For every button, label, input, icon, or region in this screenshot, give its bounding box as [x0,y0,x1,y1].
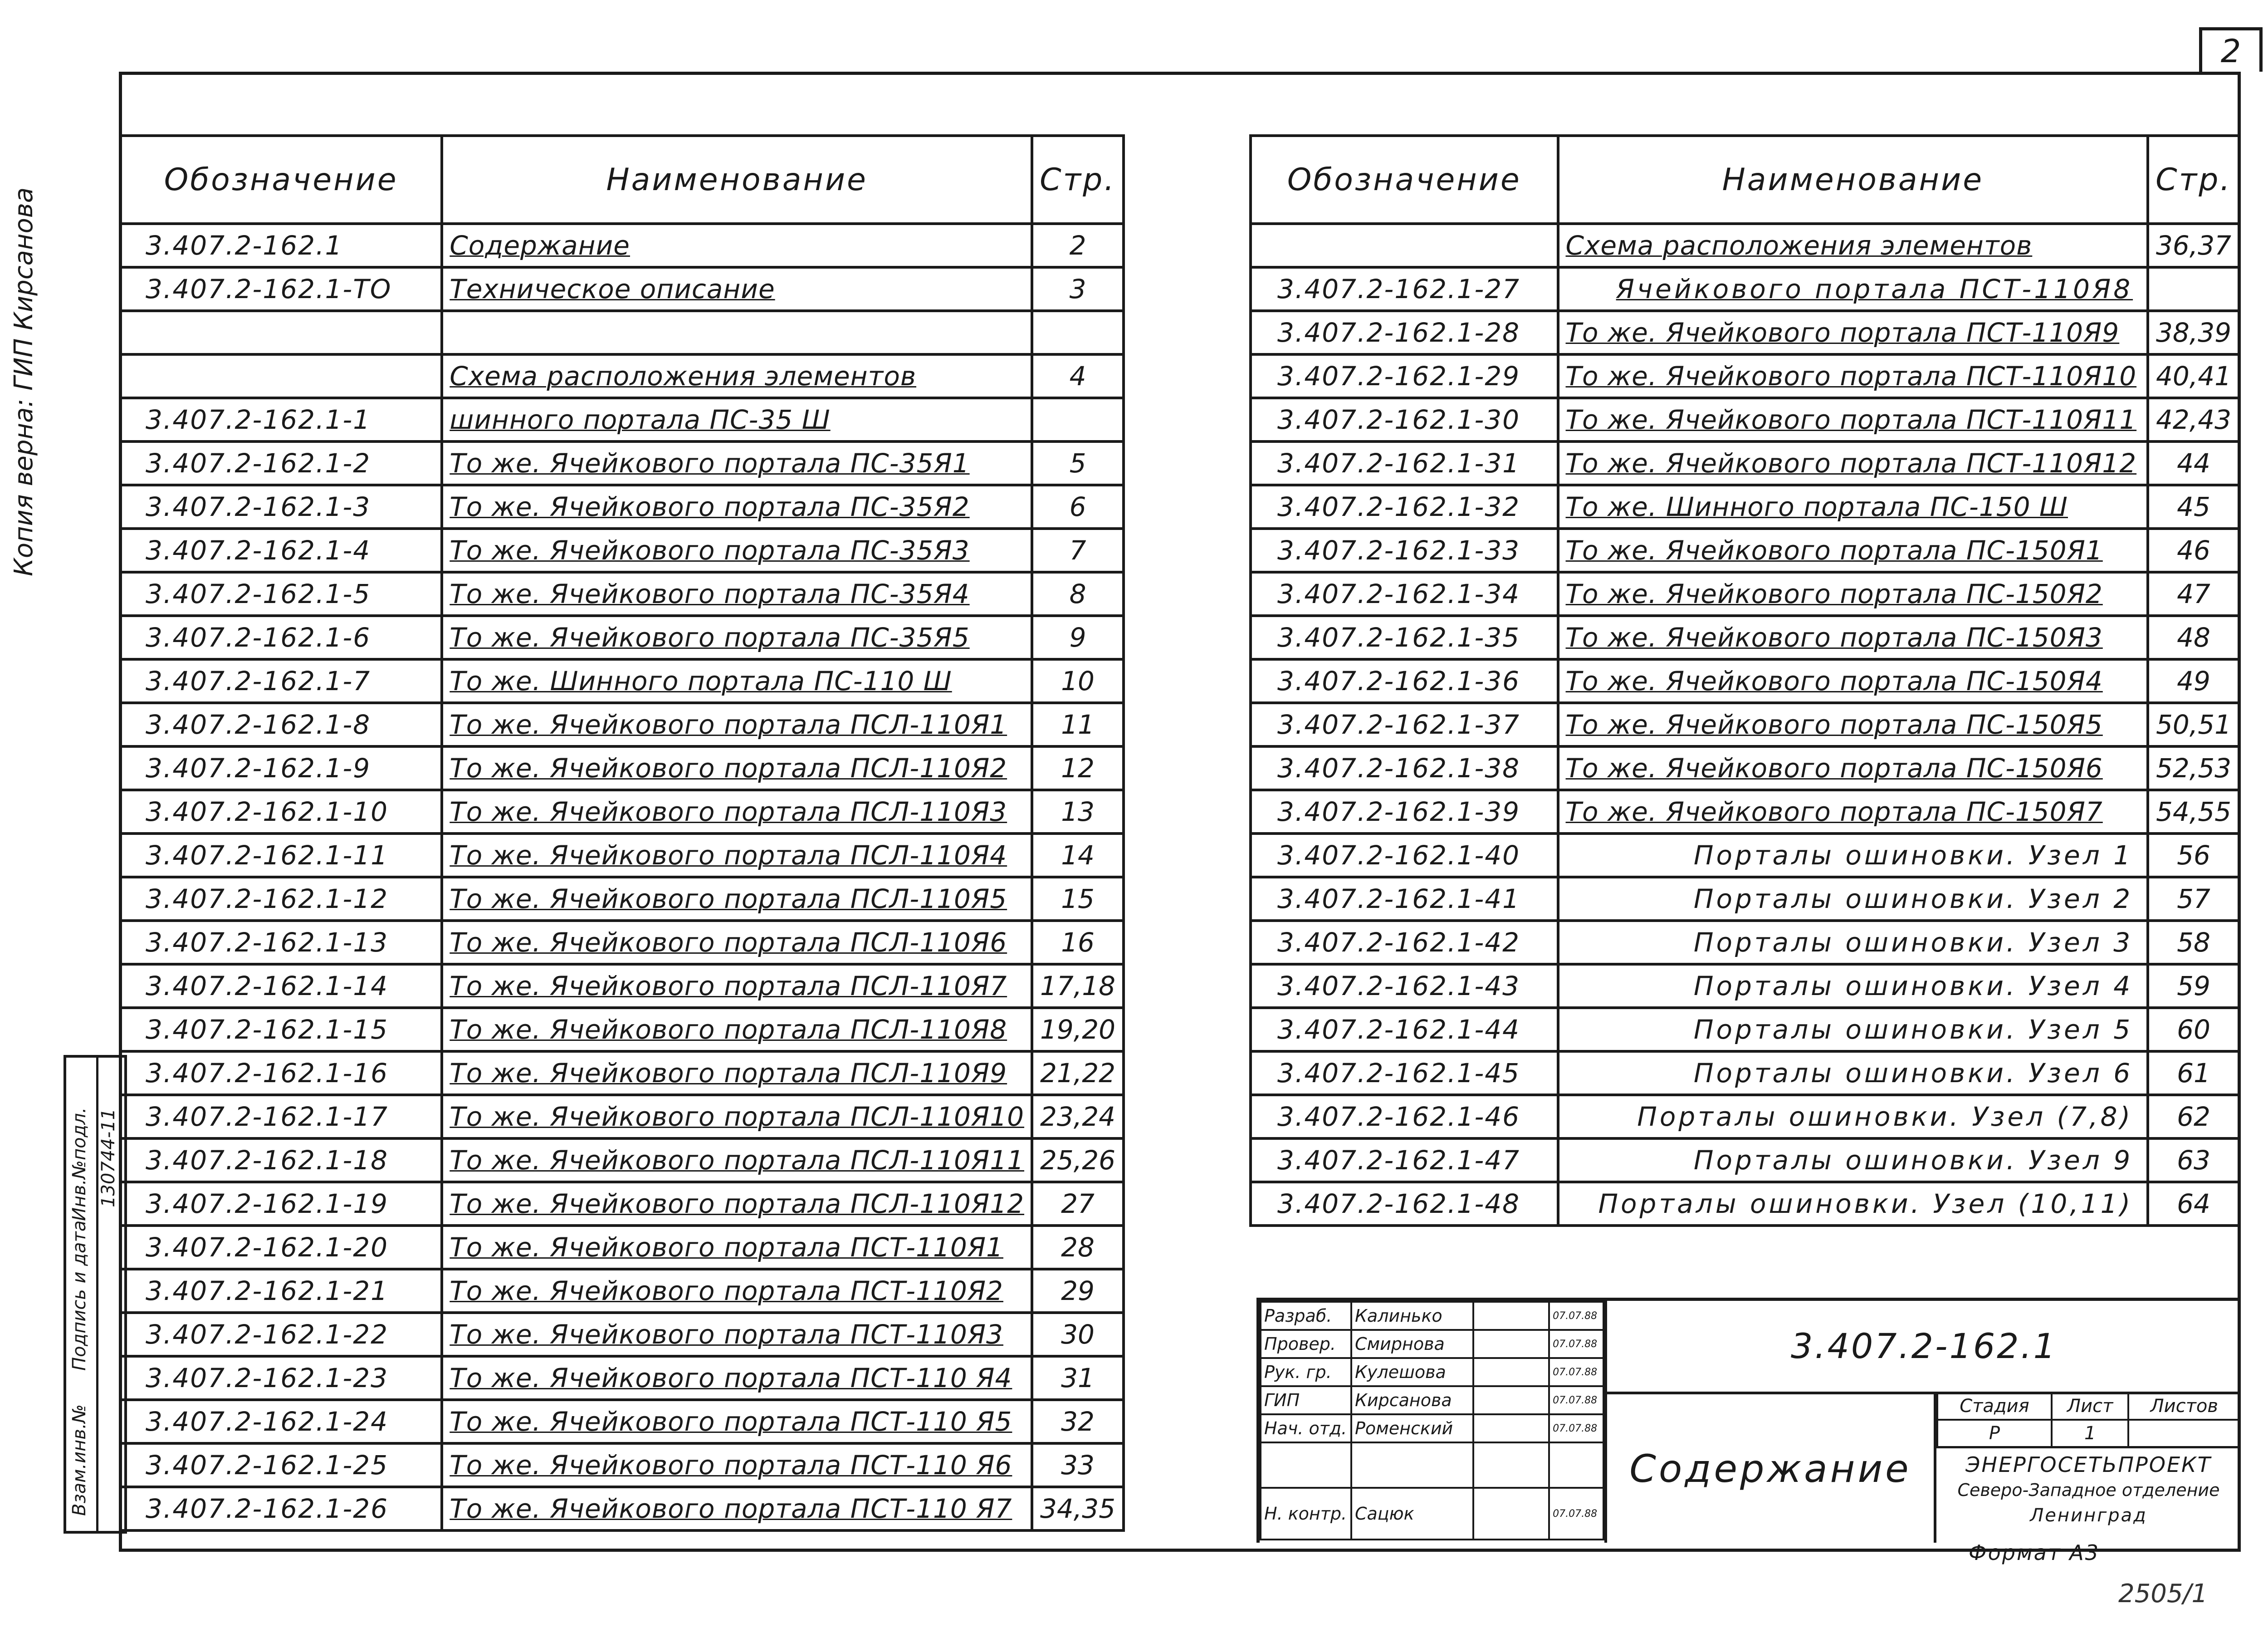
designation-cell: 3.407.2-162.1-14 [120,964,442,1008]
name-cell: То же. Ячейкового портала ПСТ-110Я1 [442,1226,1032,1269]
organization-branch: Северо-Западное отделение [1957,1480,2220,1500]
page-cell: 36,37 [2148,224,2239,267]
table-row [120,354,1124,398]
designation-cell: 3.407.2-162.1-4 [120,529,442,572]
stamp-inventory-number: 130744-11 [98,1108,119,1207]
signature-name: Смирнова [1351,1330,1473,1358]
designation-cell: 3.407.2-162.1-32 [1251,485,1558,529]
name-cell: То же. Шинного портала ПС-150 Ш [1558,485,2148,529]
table-row [120,790,1124,834]
page-cell: 64 [2148,1182,2239,1226]
page-cell: 14 [1032,834,1124,877]
designation-cell: 3.407.2-162.1-1 [120,398,442,441]
page-cell: 32 [1032,1400,1124,1443]
designation-cell: 3.407.2-162.1-20 [120,1226,442,1269]
table-row [120,572,1124,616]
designation-cell: 3.407.2-162.1-48 [1251,1182,1558,1226]
designation-cell: 3.407.2-162.1-38 [1251,746,1558,790]
signature-row [1261,1330,1603,1358]
page-cell: 17,18 [1032,964,1124,1008]
name-cell: То же. Ячейкового портала ПС-150Я7 [1558,790,2148,834]
signature-role: Провер. [1261,1330,1351,1358]
signature-role [1261,1442,1351,1488]
designation-cell: 3.407.2-162.1-12 [120,877,442,921]
signature-mark [1473,1488,1549,1540]
page-cell: 33 [1032,1443,1124,1487]
page-cell: 5 [1032,441,1124,485]
page-cell: 42,43 [2148,398,2239,441]
page-cell: 40,41 [2148,354,2239,398]
name-cell: То же. Шинного портала ПС-110 Ш [442,659,1032,703]
page-cell: 58 [2148,921,2239,964]
name-cell: То же. Ячейкового портала ПСТ-110Я10 [1558,354,2148,398]
name-cell: То же. Ячейкового портала ПС-35Я4 [442,572,1032,616]
signature-date: 07.07.88 [1549,1414,1603,1442]
designation-cell: 3.407.2-162.1-9 [120,746,442,790]
name-cell: То же. Ячейкового портала ПС-35Я2 [442,485,1032,529]
sheet-header: Лист [2052,1393,2129,1420]
signature-table [1260,1301,1604,1543]
page-cell: 31 [1032,1356,1124,1400]
name-cell: То же. Ячейкового портала ПС-150Я6 [1558,746,2148,790]
designation-cell: 3.407.2-162.1-17 [120,1095,442,1138]
page-cell: 25,26 [1032,1138,1124,1182]
table-row [120,1443,1124,1487]
page-cell: 61 [2148,1051,2239,1095]
stage-table [1934,1392,2241,1446]
designation-cell: 3.407.2-162.1-36 [1251,659,1558,703]
designation-cell: 3.407.2-162.1-3 [120,485,442,529]
name-cell: Порталы ошиновки. Узел 3 [1558,921,2148,964]
page-cell: 29 [1032,1269,1124,1313]
stage-header: Стадия [1937,1393,2052,1420]
signature-row [1261,1414,1603,1442]
table-row [1251,529,2239,572]
name-cell: То же. Ячейкового портала ПСЛ-110Я6 [442,921,1032,964]
signature-name: Кирсанова [1351,1386,1473,1414]
designation-cell: 3.407.2-162.1-13 [120,921,442,964]
copy-verification-note: Копия верна: ГИП Кирсанова [9,187,39,576]
designation-cell [120,354,442,398]
signature-mark [1473,1302,1549,1330]
designation-cell: 3.407.2-162.1-22 [120,1313,442,1356]
table-header-row [120,136,1124,224]
page-cell: 6 [1032,485,1124,529]
page-cell: 60 [2148,1008,2239,1051]
page-cell: 2 [1032,224,1124,267]
page-cell: 23,24 [1032,1095,1124,1138]
designation-cell: 3.407.2-162.1 [120,224,442,267]
name-cell: То же. Ячейкового портала ПС-35Я1 [442,441,1032,485]
name-cell: Схема расположения элементов [442,354,1032,398]
stamp-label-inventory: Инв.№подл. [69,1107,90,1221]
signature-date: 07.07.88 [1549,1330,1603,1358]
name-cell: Порталы ошиновки. Узел 6 [1558,1051,2148,1095]
signature-date: 07.07.88 [1549,1358,1603,1386]
name-cell: То же. Ячейкового портала ПСЛ-110Я10 [442,1095,1032,1138]
document-code: 3.407.2-162.1 [1607,1301,2241,1394]
designation-cell: 3.407.2-162.1-46 [1251,1095,1558,1138]
table-row [1251,877,2239,921]
page-cell: 16 [1032,921,1124,964]
designation-cell: 3.407.2-162.1-21 [120,1269,442,1313]
signature-name: Сацюк [1351,1488,1473,1540]
column-header-designation: Обозначение [120,136,442,224]
table-row [120,224,1124,267]
name-cell: То же. Ячейкового портала ПСТ-110Я2 [442,1269,1032,1313]
name-cell: Содержание [442,224,1032,267]
designation-cell: 3.407.2-162.1-37 [1251,703,1558,746]
table-row [120,964,1124,1008]
designation-cell: 3.407.2-162.1-2 [120,441,442,485]
designation-cell: 3.407.2-162.1-30 [1251,398,1558,441]
signature-name [1351,1442,1473,1488]
table-row [1251,790,2239,834]
page-cell: 54,55 [2148,790,2239,834]
page-cell: 19,20 [1032,1008,1124,1051]
name-cell: То же. Ячейкового портала ПСЛ-110Я5 [442,877,1032,921]
signature-name: Кулешова [1351,1358,1473,1386]
sheet-value: 1 [2052,1420,2129,1447]
signature-role: Н. контр. [1261,1488,1351,1540]
table-row [1251,659,2239,703]
page-cell: 21,22 [1032,1051,1124,1095]
table-row [120,1269,1124,1313]
page-cell: 7 [1032,529,1124,572]
table-row [1251,1182,2239,1226]
table-row [1251,703,2239,746]
name-cell: То же. Ячейкового портала ПСЛ-110Я12 [442,1182,1032,1226]
designation-cell: 3.407.2-162.1-6 [120,616,442,659]
table-row [1251,441,2239,485]
designation-cell [120,311,442,354]
name-cell: То же. Ячейкового портала ПС-150Я5 [1558,703,2148,746]
sheets-header: Листов [2128,1393,2240,1420]
page-cell: 59 [2148,964,2239,1008]
name-cell: Порталы ошиновки. Узел 4 [1558,964,2148,1008]
table-row [120,311,1124,354]
page-cell: 46 [2148,529,2239,572]
designation-cell: 3.407.2-162.1-23 [120,1356,442,1400]
name-cell: То же. Ячейкового портала ПСТ-110Я9 [1558,311,2148,354]
table-row [1251,267,2239,311]
signature-date: 07.07.88 [1549,1302,1603,1330]
name-cell: Порталы ошиновки. Узел 1 [1558,834,2148,877]
designation-cell: 3.407.2-162.1-39 [1251,790,1558,834]
name-cell: То же. Ячейкового портала ПСЛ-110Я4 [442,834,1032,877]
table-row [1251,311,2239,354]
archive-number: 2505/1 [2118,1579,2208,1608]
document-title: Содержание [1629,1447,1911,1491]
designation-cell: 3.407.2-162.1-42 [1251,921,1558,964]
signature-row [1261,1442,1603,1488]
page-cell: 28 [1032,1226,1124,1269]
designation-cell: 3.407.2-162.1-7 [120,659,442,703]
table-row [120,834,1124,877]
page-cell: 56 [2148,834,2239,877]
designation-cell: 3.407.2-162.1-15 [120,1008,442,1051]
signature-mark [1473,1386,1549,1414]
name-cell: Схема расположения элементов [1558,224,2148,267]
contents-table-right [1249,134,2241,1227]
name-cell: Порталы ошиновки. Узел 2 [1558,877,2148,921]
table-row [120,1008,1124,1051]
table-row [120,1400,1124,1443]
signature-mark [1473,1442,1549,1488]
name-cell: То же. Ячейкового портала ПСТ-110 Я7 [442,1487,1032,1530]
name-cell: То же. Ячейкового портала ПС-150Я2 [1558,572,2148,616]
name-cell: То же. Ячейкового портала ПСТ-110 Я6 [442,1443,1032,1487]
table-row [1251,921,2239,964]
name-cell: То же. Ячейкового портала ПСЛ-110Я9 [442,1051,1032,1095]
table-header-row [1251,136,2239,224]
designation-cell: 3.407.2-162.1-33 [1251,529,1558,572]
name-cell: То же. Ячейкового портала ПСЛ-110Я1 [442,703,1032,746]
table-row [120,921,1124,964]
page-cell [2148,267,2239,311]
name-cell: Техническое описание [442,267,1032,311]
title-block-main [1604,1301,2241,1543]
table-row [120,877,1124,921]
page-cell: 47 [2148,572,2239,616]
designation-cell: 3.407.2-162.1-31 [1251,441,1558,485]
table-row [120,1138,1124,1182]
signature-date: 07.07.88 [1549,1386,1603,1414]
designation-cell: 3.407.2-162.1-5 [120,572,442,616]
page-cell: 57 [2148,877,2239,921]
signature-name: Калинько [1351,1302,1473,1330]
table-row [1251,224,2239,267]
page-cell: 45 [2148,485,2239,529]
table-row [120,1487,1124,1530]
table-row [1251,834,2239,877]
designation-cell: 3.407.2-162.1-43 [1251,964,1558,1008]
designation-cell: 3.407.2-162.1-47 [1251,1138,1558,1182]
designation-cell: 3.407.2-162.1-26 [120,1487,442,1530]
signature-mark [1473,1330,1549,1358]
page-cell: 44 [2148,441,2239,485]
table-row [120,485,1124,529]
page-cell: 27 [1032,1182,1124,1226]
page-cell: 8 [1032,572,1124,616]
table-row [120,1051,1124,1095]
sheets-value [2128,1420,2240,1447]
name-cell: То же. Ячейкового портала ПСЛ-110Я11 [442,1138,1032,1182]
name-cell: То же. Ячейкового портала ПСТ-110 Я4 [442,1356,1032,1400]
signature-role: ГИП [1261,1386,1351,1414]
name-cell: То же. Ячейкового портала ПС-150Я3 [1558,616,2148,659]
designation-cell: 3.407.2-162.1-11 [120,834,442,877]
designation-cell: 3.407.2-162.1-29 [1251,354,1558,398]
signature-role: Рук. гр. [1261,1358,1351,1386]
name-cell: То же. Ячейкового портала ПСЛ-110Я2 [442,746,1032,790]
designation-cell: 3.407.2-162.1-41 [1251,877,1558,921]
title-block [1256,1298,2241,1543]
name-cell: То же. Ячейкового портала ПС-35Я3 [442,529,1032,572]
designation-cell: 3.407.2-162.1-18 [120,1138,442,1182]
format-label: Формат А3 [1969,1540,2100,1565]
designation-cell [1251,224,1558,267]
signature-role: Нач. отд. [1261,1414,1351,1442]
column-header-page: Стр. [2148,136,2239,224]
page-cell: 10 [1032,659,1124,703]
designation-cell: 3.407.2-162.1-ТО [120,267,442,311]
signature-name: Роменский [1351,1414,1473,1442]
table-row [120,267,1124,311]
name-cell [442,311,1032,354]
table-row [120,746,1124,790]
signature-date: 07.07.88 [1549,1488,1603,1540]
table-row [120,1356,1124,1400]
page-cell [1032,398,1124,441]
designation-cell: 3.407.2-162.1-24 [120,1400,442,1443]
page-cell: 50,51 [2148,703,2239,746]
name-cell: шинного портала ПС-35 Ш [442,398,1032,441]
designation-cell: 3.407.2-162.1-10 [120,790,442,834]
designation-cell: 3.407.2-162.1-19 [120,1182,442,1226]
side-stamp [64,1055,127,1534]
page-cell: 3 [1032,267,1124,311]
designation-cell: 3.407.2-162.1-25 [120,1443,442,1487]
table-row [1251,746,2239,790]
designation-cell: 3.407.2-162.1-16 [120,1051,442,1095]
designation-cell: 3.407.2-162.1-45 [1251,1051,1558,1095]
name-cell: Порталы ошиновки. Узел (7,8) [1558,1095,2148,1138]
stamp-label-replacement: Взам.инв.№ [69,1404,90,1516]
column-header-page: Стр. [1032,136,1124,224]
signature-mark [1473,1414,1549,1442]
signature-row [1261,1302,1603,1330]
organization [1934,1446,2241,1543]
signature-row [1261,1386,1603,1414]
page-cell [1032,311,1124,354]
organization-city: Ленинград [2030,1505,2147,1526]
page-cell: 48 [2148,616,2239,659]
name-cell: То же. Ячейкового портала ПСТ-110Я11 [1558,398,2148,441]
table-row [1251,398,2239,441]
table-row [120,441,1124,485]
organization-name: ЭНЕРГОСЕТЬПРОЕКТ [1965,1452,2212,1477]
column-header-name: Наименование [442,136,1032,224]
designation-cell: 3.407.2-162.1-34 [1251,572,1558,616]
signature-role: Разраб. [1261,1302,1351,1330]
page-cell: 49 [2148,659,2239,703]
table-row [1251,572,2239,616]
name-cell: То же. Ячейкового портала ПСЛ-110Я3 [442,790,1032,834]
designation-cell: 3.407.2-162.1-40 [1251,834,1558,877]
name-cell: То же. Ячейкового портала ПСЛ-110Я8 [442,1008,1032,1051]
table-row [1251,485,2239,529]
name-cell: То же. Ячейкового портала ПС-35Я5 [442,616,1032,659]
table-row [120,1182,1124,1226]
stage-value: Р [1937,1420,2052,1447]
page-cell: 34,35 [1032,1487,1124,1530]
page-cell: 12 [1032,746,1124,790]
page-cell: 15 [1032,877,1124,921]
page-cell: 63 [2148,1138,2239,1182]
signature-mark [1473,1358,1549,1386]
name-cell: То же. Ячейкового портала ПС-150Я4 [1558,659,2148,703]
table-row [120,616,1124,659]
name-cell: То же. Ячейкового портала ПСТ-110Я3 [442,1313,1032,1356]
stamp-label-signature: Подпись и дата [69,1220,90,1371]
name-cell: То же. Ячейкового портала ПСЛ-110Я7 [442,964,1032,1008]
table-row [1251,964,2239,1008]
table-row [1251,616,2239,659]
designation-cell: 3.407.2-162.1-27 [1251,267,1558,311]
column-header-name: Наименование [1558,136,2148,224]
table-row [120,1226,1124,1269]
signature-row [1261,1488,1603,1540]
table-row [120,1095,1124,1138]
contents-table-left [119,134,1125,1532]
table-row [120,1313,1124,1356]
page-cell: 13 [1032,790,1124,834]
page-cell: 4 [1032,354,1124,398]
table-row [1251,1095,2239,1138]
signature-row [1261,1358,1603,1386]
table-row [1251,1051,2239,1095]
page-number-box: 2 [2199,27,2263,72]
designation-cell: 3.407.2-162.1-35 [1251,616,1558,659]
name-cell: Порталы ошиновки. Узел 9 [1558,1138,2148,1182]
name-cell: То же. Ячейкового портала ПСТ-110Я12 [1558,441,2148,485]
table-row [1251,1138,2239,1182]
page-cell: 9 [1032,616,1124,659]
name-cell: Ячейкового портала ПСТ-110Я8 [1558,267,2148,311]
column-header-designation: Обозначение [1251,136,1558,224]
page-cell: 38,39 [2148,311,2239,354]
name-cell: То же. Ячейкового портала ПС-150Я1 [1558,529,2148,572]
name-cell: Порталы ошиновки. Узел 5 [1558,1008,2148,1051]
page-cell: 30 [1032,1313,1124,1356]
page-cell: 52,53 [2148,746,2239,790]
page-cell: 62 [2148,1095,2239,1138]
name-cell: То же. Ячейкового портала ПСТ-110 Я5 [442,1400,1032,1443]
table-row [120,398,1124,441]
designation-cell: 3.407.2-162.1-28 [1251,311,1558,354]
signature-date [1549,1442,1603,1488]
designation-cell: 3.407.2-162.1-44 [1251,1008,1558,1051]
table-row [120,529,1124,572]
page-cell: 11 [1032,703,1124,746]
name-cell: Порталы ошиновки. Узел (10,11) [1558,1182,2148,1226]
table-row [1251,1008,2239,1051]
table-row [120,703,1124,746]
table-row [1251,354,2239,398]
designation-cell: 3.407.2-162.1-8 [120,703,442,746]
table-row [120,659,1124,703]
